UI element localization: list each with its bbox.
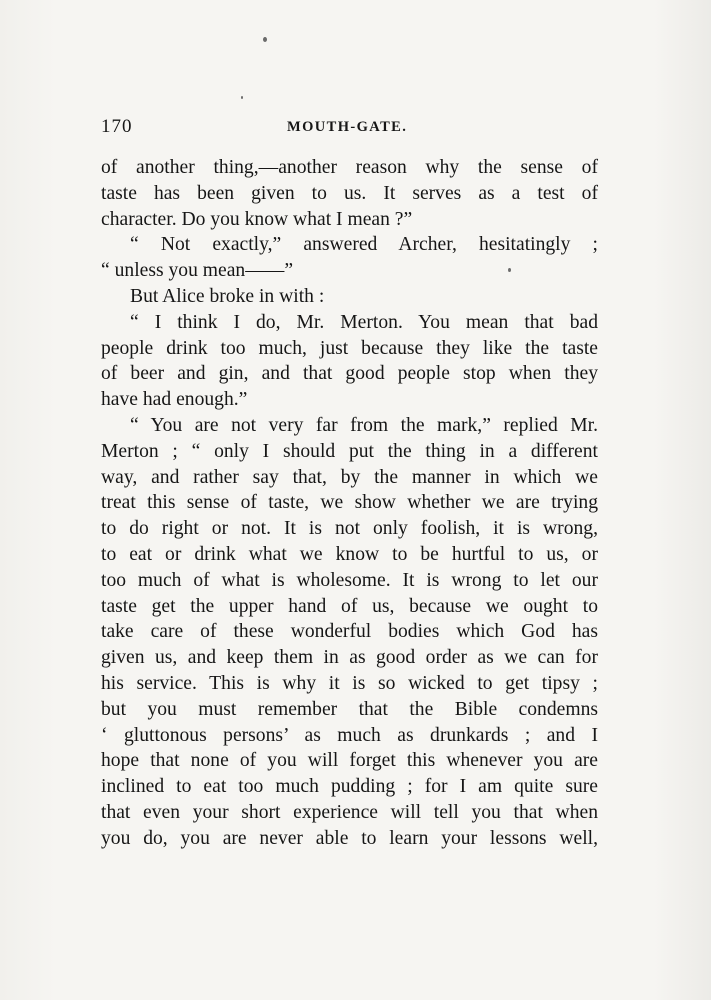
text-line: but you must remember that the Bible condemns xyxy=(101,698,598,720)
text-line: you do, you are never able to learn your lessons well, xyxy=(101,827,598,849)
text-line: take care of these wonderful bodies which God has xyxy=(101,621,598,643)
text-line: to eat or drink what we know to be hurtful to us, or xyxy=(101,543,598,565)
text-line: given us, and keep them in as good order as we can for xyxy=(101,647,598,669)
running-head: MOUTH-GATE. xyxy=(287,119,408,135)
text-line: inclined to eat too much pudding ; for I am quite sure xyxy=(101,776,598,798)
text-line: way, and rather say that, by the manner in which we xyxy=(101,466,598,488)
page-number: 170 xyxy=(101,116,133,137)
text-line: But Alice broke in with : xyxy=(130,285,325,307)
text-line: character. Do you know what I mean ?” xyxy=(101,208,413,230)
text-line: people drink too much, just because they like the taste xyxy=(101,337,598,359)
body-text xyxy=(101,155,598,852)
page-header xyxy=(101,116,598,140)
text-line: “ I think I do, Mr. Merton. You mean that bad xyxy=(130,311,598,333)
text-line: ‘ gluttonous persons’ as much as drunkards ; and I xyxy=(101,724,598,746)
ink-speck xyxy=(263,37,267,42)
text-line: too much of what is wholesome. It is wrong to let our xyxy=(101,569,598,591)
text-line: taste has been given to us. It serves as a test of xyxy=(101,182,598,204)
text-line: that even your short experience will tell you that when xyxy=(101,801,598,823)
text-line: hope that none of you will forget this whenever you are xyxy=(101,750,598,772)
text-line: of beer and gin, and that good people stop when they xyxy=(101,363,598,385)
text-line: of another thing,—another reason why the sense of xyxy=(101,157,598,178)
text-line: taste get the upper hand of us, because we ought to xyxy=(101,595,598,617)
text-line: “ Not exactly,” answered Archer, hesitatingly ; xyxy=(130,234,598,256)
text-line: treat this sense of taste, we show whether we are trying xyxy=(101,492,598,514)
text-line: Merton ; “ only I should put the thing in a different xyxy=(101,440,598,462)
text-line: to do right or not. It is not only foolish, it is wrong, xyxy=(101,518,598,540)
text-line: “ You are not very far from the mark,” replied Mr. xyxy=(130,414,598,436)
text-line: his service. This is why it is so wicked to get tipsy ; xyxy=(101,672,598,694)
text-line: have had enough.” xyxy=(101,389,248,411)
text-line: “ unless you mean——” xyxy=(101,260,294,282)
ink-speck xyxy=(241,96,243,99)
